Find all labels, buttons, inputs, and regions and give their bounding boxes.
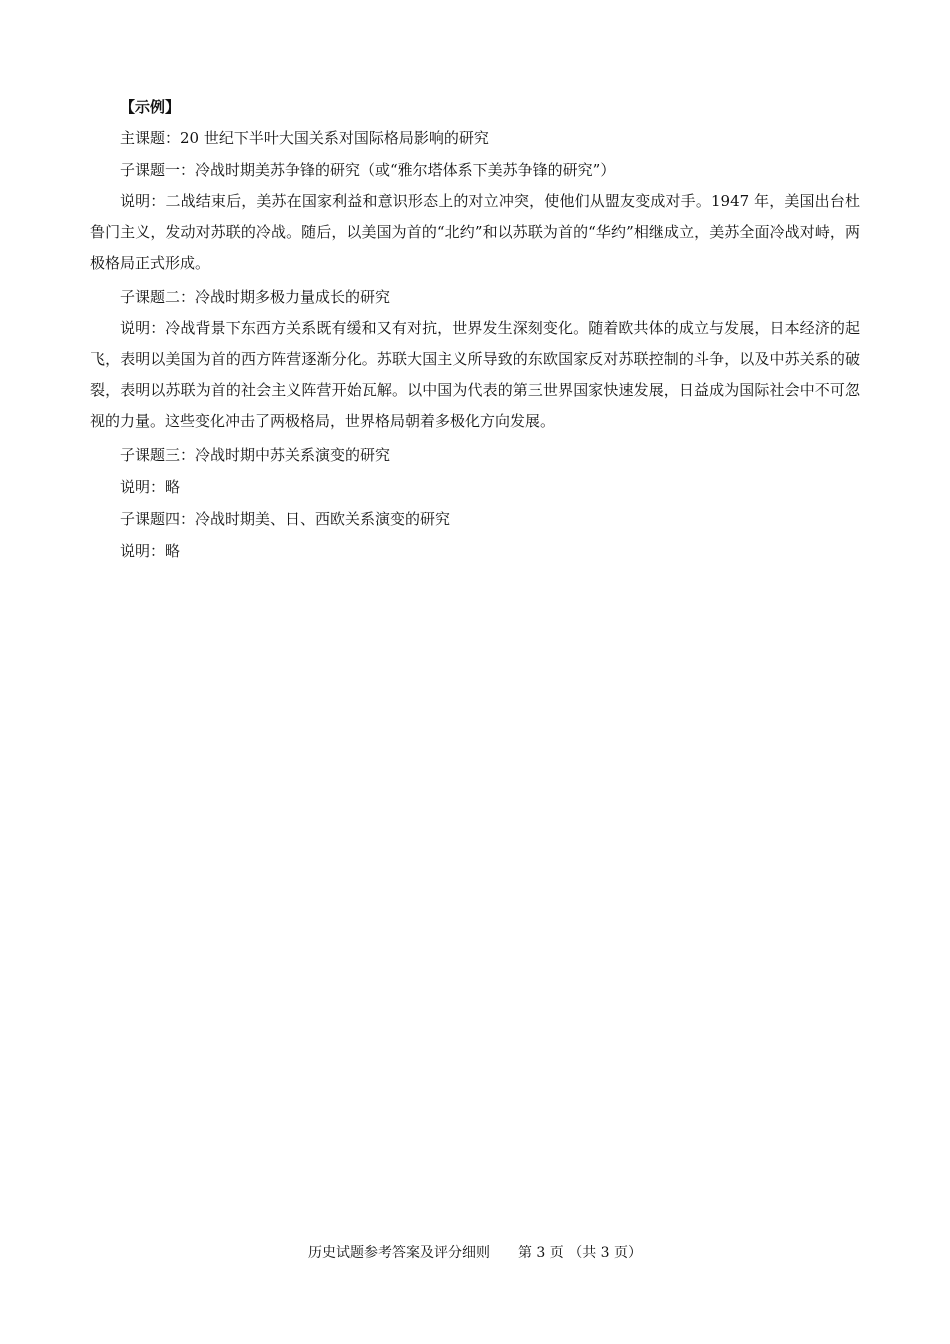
footer-page-number: 第 3 页 （共 3 页） bbox=[517, 1245, 643, 1261]
subtopic-1-description: 说明：二战结束后，美苏在国家利益和意识形态上的对立冲突，使他们从盟友变成对手。1947 年，美国出台杜鲁门主义，发动对苏联的冷战。随后，以美国为首的“北约”和以苏联为首的“华约”相继成立，美苏全面冷战对峙，两极格局正式形成。 bbox=[90, 192, 860, 272]
subtopic-2-title: 子课题二：冷战时期多极力量成长的研究 bbox=[120, 288, 391, 306]
page-footer bbox=[0, 1242, 950, 1262]
subtopic-3-title: 子课题三：冷战时期中苏关系演变的研究 bbox=[120, 446, 391, 464]
subtopic-2-description: 说明：冷战背景下东西方关系既有缓和又有对抗，世界发生深刻变化。随着欧共体的成立与发展，日本经济的起飞，表明以美国为首的西方阵营逐渐分化。苏联大国主义所导致的东欧国家反对苏联控制的斗争，以及中苏关系的破裂，表明以苏联为首的社会主义阵营开始瓦解。以中国为代表的第三世界国家快速发展，日益成为国际社会中不可忽视的力量。这些变化冲击了两极格局，世界格局朝着多极化方向发展。 bbox=[90, 319, 860, 430]
example-heading: 【示例】 bbox=[120, 98, 181, 116]
subtopic-4-title: 子课题四：冷战时期美、日、西欧关系演变的研究 bbox=[120, 510, 451, 528]
subtopic-1-title: 子课题一：冷战时期美苏争锋的研究（或“雅尔塔体系下美苏争锋的研究”） bbox=[120, 161, 616, 179]
footer-document-title: 历史试题参考答案及评分细则 bbox=[307, 1245, 490, 1261]
subtopic-3-description: 说明：略 bbox=[120, 478, 181, 496]
document-body bbox=[90, 92, 860, 567]
main-topic: 主课题：20 世纪下半叶大国关系对国际格局影响的研究 bbox=[120, 129, 489, 147]
subtopic-4-description: 说明：略 bbox=[120, 542, 181, 560]
